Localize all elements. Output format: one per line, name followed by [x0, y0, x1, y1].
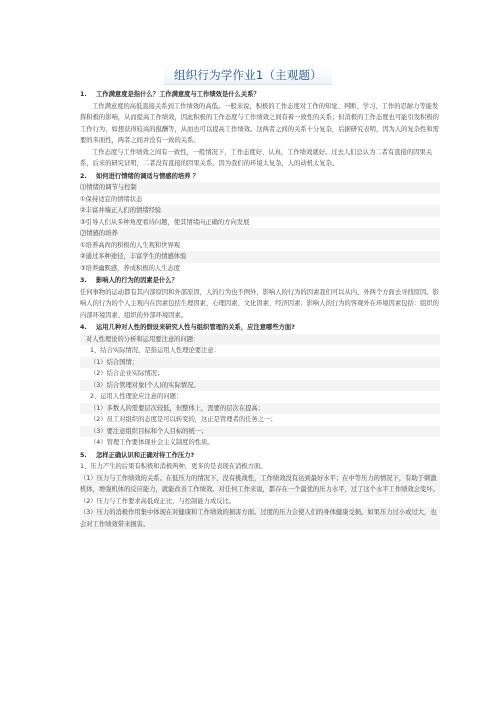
list-item: （1）多数人的需要层次较低，但整体上，需要的层次在提高；: [80, 403, 440, 415]
list-item: ②丰富并端正人们的情绪经验: [80, 205, 440, 217]
list-item: （2）压力与工作要求高低成正比，与控制能力成反比。: [80, 497, 236, 505]
title-wrap: [0, 64, 496, 85]
list-item: 1、结合实际情况，是指运用人性理论要注意：: [90, 347, 220, 354]
question-number: 4.: [80, 324, 87, 331]
question-2: [80, 171, 440, 183]
list-item: （4）管理工作要体现社会主义制度的性质。: [90, 439, 214, 446]
question-text: 影响人的行为的因素是什么？: [96, 277, 178, 284]
list-item: ②通过多种途径，丰富学生的情感体验: [80, 251, 440, 263]
question-number: 1.: [80, 91, 87, 98]
question-number: 3.: [80, 277, 87, 284]
question-number: 2.: [80, 172, 87, 180]
question-1: [80, 89, 440, 101]
list-item: ⑵情感的培养: [80, 228, 440, 240]
question-text: 怎样正确认识和正确对待工作压力?: [96, 451, 195, 459]
list-item: ⑴情绪的调节与控制: [80, 182, 440, 194]
list-item: ③引导人们从多种角度看待问题，使其情绪向正确的方向发展: [80, 218, 250, 226]
paragraph: 工作态度与工作绩效之间有一致性，一般情况下，工作态度好、认真，工作绩效就好。过去人们总认为二者有直接的因果关系，后来的研究证明，二者没有直接的因果关系。因为我们的环境太复杂，人的动机太复杂。: [80, 148, 433, 167]
question-text: 运用几种对人性的假设来研究人性与组织管理的关系，应注意哪些方面?: [96, 324, 295, 331]
paragraph: （1）压力与工作绩效的关系。在低压力的情况下，没有挑战性，工作绩效没有达到最好水平；在中等压力的情况下，有助于刺激机体，增强机体的反应能力，就能改善工作绩效。对任何工作来说，都存在一个最优的压力水平，过了这个水平工作绩效会变坏。: [80, 473, 440, 496]
list-item: 2、运用人性理论应注意的问题：: [90, 393, 183, 400]
document-body: [80, 88, 440, 530]
page-title: 组织行为学作业1（主观题）: [164, 66, 332, 85]
list-item: （2）结合企业实际情况；: [90, 370, 164, 377]
list-item: ③培养幽默感，养成积极的人生态度: [80, 264, 181, 272]
question-number: 5.: [80, 451, 87, 459]
list-item: 1、压力产生的后果有积极和消极两种，更多的是表现在消极方面。: [80, 463, 267, 470]
list-item: （3）要注意组织目标和个人目标的统一；: [80, 426, 440, 438]
list-item: （1）结合国情；: [80, 357, 440, 369]
question-5: [80, 450, 440, 462]
list-item: ①培养高尚的积极的人生观和世界观: [80, 241, 181, 249]
list-item: （2）员工对组织的态度是可以转变的，这正是管理者的任务之一；: [90, 416, 277, 423]
list-item: ①保持适宜的情绪状态: [80, 195, 143, 203]
question-text: 如何进行情绪的调适与情感的培养 ？: [96, 172, 199, 180]
question-3: [80, 275, 440, 287]
question-text: 工作满意度是指什么？工作满意度与工作绩效是什么关系？: [96, 91, 260, 98]
paragraph: 任何事物的运动都有其内部原因和外部原因，人的行为也不例外，影响人的行为的因素我们可以从内、外两个方面去寻找原因。影响人的行为的个人主观内在因素包括生理因素、心理因素、文化因素、经济因素；影响人的行为的客观外在环境因素包括：组织的内部环境因素、组织的外部环境因素。: [80, 288, 439, 319]
list-item: （3）结合管理对象(个人)的实际情况。: [80, 380, 440, 392]
list-item: 对人性理论的分析和运用要注意的问题：: [80, 334, 440, 346]
paragraph: （3）压力的消极作用集中体现在对健康和工作绩效的损害方面。过度的压力会使人们的身体健康受损。如果压力过小或过大，也会对工作绩效带来损害。: [80, 507, 440, 530]
question-4: [80, 322, 440, 334]
paragraph: 工作满意度的高低直接关系到工作绩效的高低。一般来说，积极的工作态度对工作的知觉、判断、学习、工作的忍耐力等能发挥积极的影响，从而提高工作绩效，因此积极的工作态度与工作绩效之间有着一致性的关系；但消极的工作态度也可能引发积极的工作行为，如想获得较高的报酬等，从而也可以提高工作绩效。这两者之间的关系十分复杂，后据研究表明，因为人的复杂性和需要的多面性，两者之间并没有一致的关系。: [80, 102, 439, 144]
